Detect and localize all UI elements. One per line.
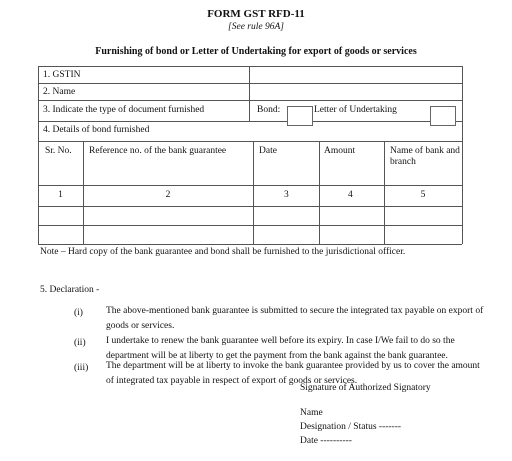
declaration-item-number: (iii) — [74, 363, 89, 373]
signature-name: Name — [300, 408, 323, 418]
bond-label: Bond: — [257, 105, 281, 115]
column-number: 5 — [420, 190, 426, 200]
column-number: 4 — [348, 190, 353, 200]
column-number: 3 — [284, 190, 289, 200]
column-header-bank: Name of bank and branch — [390, 146, 460, 167]
gstin-field[interactable] — [252, 68, 458, 81]
gstin-label: 1. GSTIN — [43, 70, 81, 80]
column-header-sr-no: Sr. No. — [45, 146, 72, 156]
form-title: FORM GST RFD-11 — [207, 8, 305, 20]
name-field[interactable] — [252, 85, 458, 98]
form-rule: [See rule 96A] — [228, 22, 284, 32]
column-number: 1 — [58, 190, 63, 200]
signature-date: Date ---------- — [300, 436, 352, 446]
declaration-item-text: I undertake to renew the bank guarantee well before its expiry. In case I/We fail to do so the department will be at liberty to get the payment from the bank against the bank guarantee. — [106, 336, 455, 361]
declaration-title: 5. Declaration - — [40, 285, 100, 295]
signature-title: Signature of Authorized Signatory — [300, 383, 431, 393]
signature-designation: Designation / Status ------- — [300, 422, 402, 432]
declaration-item-number: (i) — [74, 308, 83, 318]
name-label: 2. Name — [43, 87, 76, 97]
bond-checkbox[interactable] — [287, 106, 313, 126]
note-text: Note – Hard copy of the bank guarantee and bond shall be furnished to the jurisdictional officer. — [40, 247, 406, 257]
lut-checkbox[interactable] — [430, 106, 456, 126]
form-heading: Furnishing of bond or Letter of Undertaking for export of goods or services — [95, 46, 417, 57]
column-number: 2 — [165, 190, 171, 200]
declaration-item-text: The department will be at liberty to invoke the bank guarantee provided by us to cover the amount of integrated tax payable in respect of export of goods or services. — [106, 361, 480, 386]
column-header-reference: Reference no. of the bank guarantee — [89, 146, 227, 156]
declaration-item-text: The above-mentioned bank guarantee is submitted to secure the integrated tax payable on export of goods or services. — [106, 306, 484, 331]
declaration-item-number: (ii) — [74, 338, 86, 348]
column-header-amount: Amount — [324, 146, 356, 156]
document-type-label: 3. Indicate the type of document furnished — [43, 105, 205, 115]
column-header-date: Date — [259, 146, 277, 156]
bond-details-label: 4. Details of bond furnished — [43, 125, 150, 135]
lut-label: Letter of Undertaking — [314, 105, 397, 115]
